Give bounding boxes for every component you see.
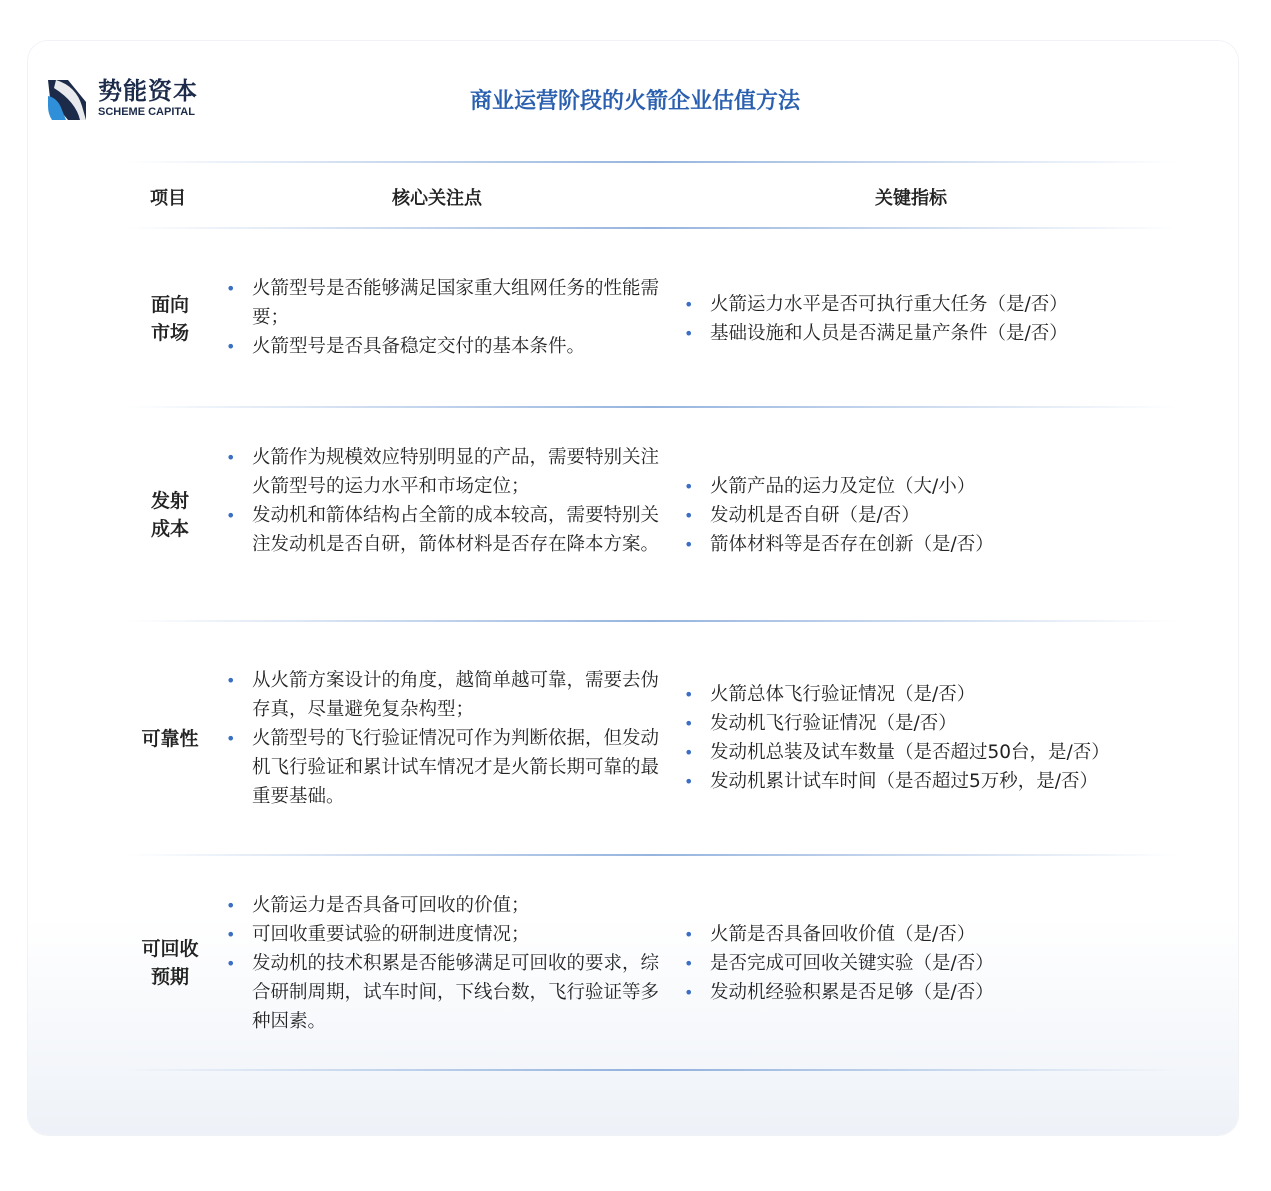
- row-label-line: 发射: [150, 490, 189, 512]
- list-item: • 火箭型号是否能够满足国家重大组网任务的性能需要；: [226, 274, 671, 332]
- metrics-list-market: [684, 290, 1154, 348]
- divider: [126, 1069, 1176, 1071]
- row-label-line: 面向: [150, 294, 189, 316]
- row-label-line: 预期: [150, 966, 189, 988]
- divider: [126, 406, 1176, 408]
- list-item: • 发动机的技术积累是否能够满足可回收的要求，综合研制周期，试车时间，下线台数，飞行验证等多种因素。: [226, 949, 671, 1036]
- row-label-recovery: [130, 935, 210, 991]
- list-item: • 是否完成可回收关键实验（是/否）: [684, 949, 1154, 978]
- metrics-list-cost: [684, 472, 1154, 559]
- list-item: • 发动机累计试车时间（是否超过5万秒，是/否）: [684, 767, 1154, 796]
- list-item: • 火箭总体飞行验证情况（是/否）: [684, 680, 1154, 709]
- brand-name-cn: 势能资本: [98, 77, 198, 105]
- brand-name-en: SCHEME CAPITAL: [98, 106, 195, 118]
- list-item: • 火箭型号的飞行验证情况可作为判断依据，但发动机飞行验证和累计试车情况才是火箭长期可靠的最重要基础。: [226, 724, 671, 811]
- divider: [126, 620, 1176, 622]
- scheme-capital-logo-icon: [46, 76, 88, 122]
- focus-list-reliability: [226, 666, 671, 811]
- list-item: • 火箭产品的运力及定位（大/小）: [684, 472, 1154, 501]
- list-item: • 从火箭方案设计的角度，越简单越可靠，需要去伪存真，尽量避免复杂构型；: [226, 666, 671, 724]
- divider: [126, 161, 1176, 163]
- focus-list-cost: [226, 443, 671, 559]
- divider: [126, 854, 1176, 856]
- list-item: • 发动机是否自研（是/否）: [684, 501, 1154, 530]
- row-label-cost: [130, 487, 210, 543]
- header-metrics: 关键指标: [875, 188, 947, 209]
- list-item: • 箭体材料等是否存在创新（是/否）: [684, 530, 1154, 559]
- list-item: • 火箭运力是否具备可回收的价值；: [226, 891, 671, 920]
- list-item: • 火箭是否具备回收价值（是/否）: [684, 920, 1154, 949]
- focus-list-market: [226, 274, 671, 361]
- list-item: • 火箭作为规模效应特别明显的产品，需要特别关注火箭型号的运力水平和市场定位；: [226, 443, 671, 501]
- list-item: • 发动机经验积累是否足够（是/否）: [684, 978, 1154, 1007]
- row-label-line: 市场: [150, 322, 189, 344]
- list-item: • 火箭运力水平是否可执行重大任务（是/否）: [684, 290, 1154, 319]
- row-label-line: 可靠性: [141, 728, 199, 750]
- header-focus: 核心关注点: [392, 188, 482, 209]
- header-item: 项目: [150, 188, 186, 209]
- focus-list-recovery: [226, 891, 671, 1036]
- list-item: • 发动机总装及试车数量（是否超过50台，是/否）: [684, 738, 1154, 767]
- brand-logo: [46, 76, 226, 126]
- page-title: 商业运营阶段的火箭企业估值方法: [469, 89, 800, 114]
- row-label-line: 成本: [150, 518, 189, 540]
- divider: [126, 227, 1176, 229]
- row-label-line: 可回收: [141, 938, 199, 960]
- list-item: • 基础设施和人员是否满足量产条件（是/否）: [684, 319, 1154, 348]
- list-item: • 发动机和箭体结构占全箭的成本较高，需要特别关注发动机是否自研，箭体材料是否存在降本方案。: [226, 501, 671, 559]
- list-item: • 火箭型号是否具备稳定交付的基本条件。: [226, 332, 671, 361]
- row-label-market: [130, 291, 210, 347]
- row-label-reliability: [130, 725, 210, 753]
- metrics-list-reliability: [684, 680, 1154, 796]
- list-item: • 可回收重要试验的研制进度情况；: [226, 920, 671, 949]
- list-item: • 发动机飞行验证情况（是/否）: [684, 709, 1154, 738]
- metrics-list-recovery: [684, 920, 1154, 1007]
